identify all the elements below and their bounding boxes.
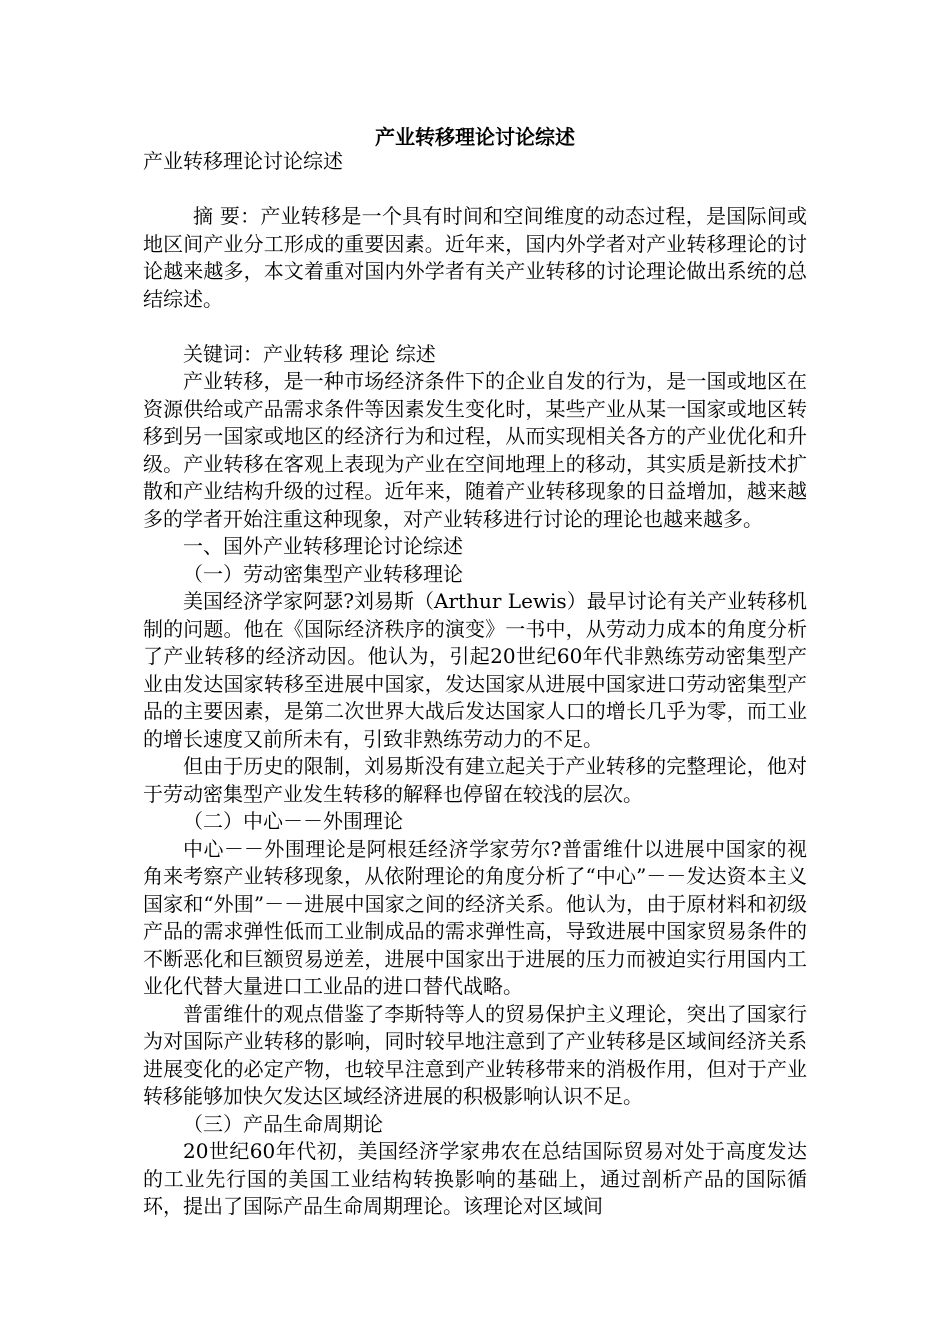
body-paragraph: 产业转移，是一种市场经济条件下的企业自发的行为，是一国或地区在资源供给或产品需求条件等因素发生变化时，某些产业从某一国家或地区转移到另一国家或地区的经济行为和过程，从而实现相关各方的产业优化和升级。产业转移在客观上表现为产业在空间地理上的移动，其实质是新技术扩散和产业结构升级的过程。近年来，随着产业转移现象的日益增加，越来越多的学者开始注重这种现象，对产业转移进行讨论的理论也越来越多。 bbox=[143, 369, 807, 531]
blank-line bbox=[143, 176, 807, 204]
body-paragraph: 美国经济学家阿瑟?刘易斯（Arthur Lewis）最早讨论有关产业转移机制的问题。他在《国际经济秩序的演变》一书中，从劳动力成本的角度分析了产业转移的经济动因。他认为，引起20世纪60年代非熟练劳动密集型产业由发达国家转移至进展中国家，发达国家从进展中国家进口劳动密集型产品的主要因素，是第二次世界大战后发达国家人口的增长几乎为零，而工业的增长速度又前所未有，引致非熟练劳动力的不足。 bbox=[143, 589, 807, 751]
section-heading: 一、国外产业转移理论讨论综述 bbox=[183, 534, 463, 558]
body-paragraph: 普雷维什的观点借鉴了李斯特等人的贸易保护主义理论，突出了国家行为对国际产业转移的影响，同时较早地注意到了产业转移是区域间经济关系进展变化的必定产物，也较早注意到产业转移带来的消极作用，但对于产业转移能够加快欠发达区域经济进展的积极影响认识不足。 bbox=[143, 1001, 807, 1108]
document-body bbox=[143, 148, 807, 1221]
subsection-heading: （一）劳动密集型产业转移理论 bbox=[183, 561, 463, 586]
subsection-heading: （二）中心－－外围理论 bbox=[183, 809, 403, 833]
document-subtitle: 产业转移理论讨论综述 bbox=[143, 149, 343, 173]
body-paragraph: 但由于历史的限制，刘易斯没有建立起关于产业转移的完整理论，他对于劳动密集型产业发生转移的解释也停留在较浅的层次。 bbox=[143, 754, 807, 806]
blank-line bbox=[143, 313, 807, 341]
body-paragraph: 中心－－外围理论是阿根廷经济学家劳尔?普雷维什以进展中国家的视角来考察产业转移现象，从依附理论的角度分析了“中心”－－发达资本主义国家和“外围”－－进展中国家之间的经济关系。他认为，由于原材料和初级产品的需求弹性低而工业制成品的需求弹性高，导致进展中国家贸易条件的不断恶化和巨额贸易逆差，进展中国家出于进展的压力而被迫实行用国内工业化代替大量进口工业品的进口替代战略。 bbox=[143, 836, 807, 998]
body-paragraph: 20世纪60年代初，美国经济学家弗农在总结国际贸易对处于高度发达的工业先行国的美国工业结构转换影响的基础上，通过剖析产品的国际循环，提出了国际产品生命周期理论。该理论对区域间 bbox=[143, 1139, 807, 1218]
document-title: 产业转移理论讨论综述 bbox=[375, 125, 575, 149]
abstract-paragraph: 摘 要：产业转移是一个具有时间和空间维度的动态过程，是国际间或地区间产业分工形成的重要因素。近年来，国内外学者对产业转移理论的讨论越来越多，本文着重对国内外学者有关产业转移的讨论理论做出系统的总结综述。 bbox=[143, 204, 807, 311]
keywords-line: 关键词：产业转移 理论 综述 bbox=[183, 341, 436, 366]
subsection-heading: （三）产品生命周期论 bbox=[183, 1111, 383, 1136]
